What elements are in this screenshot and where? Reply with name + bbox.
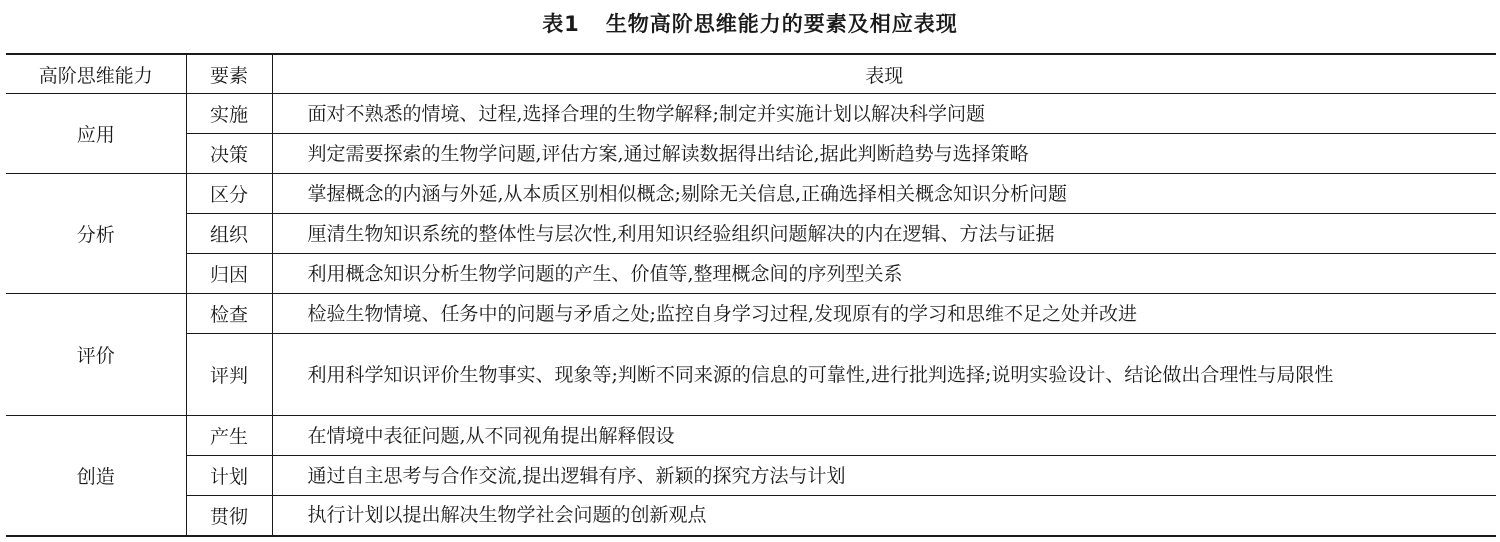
header-ability: 高阶思维能力 bbox=[6, 54, 186, 94]
description-cell: 执行计划以提出解决生物学社会问题的创新观点 bbox=[272, 496, 1496, 536]
description-cell: 掌握概念的内涵与外延,从本质区别相似概念;剔除无关信息,正确选择相关概念知识分析问题 bbox=[272, 174, 1496, 214]
table-row bbox=[6, 214, 1496, 254]
element-cell: 评判 bbox=[186, 334, 272, 416]
element-cell: 贯彻 bbox=[186, 496, 272, 536]
table-row bbox=[6, 134, 1496, 174]
table-title bbox=[0, 6, 1500, 42]
table-row bbox=[6, 334, 1496, 416]
element-cell: 归因 bbox=[186, 254, 272, 294]
header-performance: 表现 bbox=[272, 54, 1496, 94]
description-cell: 厘清生物知识系统的整体性与层次性,利用知识经验组织问题解决的内在逻辑、方法与证据 bbox=[272, 214, 1496, 254]
element-cell: 组织 bbox=[186, 214, 272, 254]
table-row bbox=[6, 174, 1496, 214]
description-cell: 通过自主思考与合作交流,提出逻辑有序、新颖的探究方法与计划 bbox=[272, 456, 1496, 496]
table-row bbox=[6, 254, 1496, 294]
description-cell: 利用概念知识分析生物学问题的产生、价值等,整理概念间的序列型关系 bbox=[272, 254, 1496, 294]
ability-cell: 应用 bbox=[6, 94, 186, 174]
element-cell: 计划 bbox=[186, 456, 272, 496]
description-cell: 面对不熟悉的情境、过程,选择合理的生物学解释;制定并实施计划以解决科学问题 bbox=[272, 94, 1496, 134]
element-cell: 区分 bbox=[186, 174, 272, 214]
ability-cell: 分析 bbox=[6, 174, 186, 294]
table-row bbox=[6, 294, 1496, 334]
ability-cell: 评价 bbox=[6, 294, 186, 416]
table-row bbox=[6, 496, 1496, 536]
header-row bbox=[6, 54, 1496, 94]
description-cell: 在情境中表征问题,从不同视角提出解释假设 bbox=[272, 416, 1496, 456]
table-row bbox=[6, 416, 1496, 456]
element-cell: 实施 bbox=[186, 94, 272, 134]
description-cell: 检验生物情境、任务中的问题与矛盾之处;监控自身学习过程,发现原有的学习和思维不足之处并改进 bbox=[272, 294, 1496, 334]
description-cell: 判定需要探索的生物学问题,评估方案,通过解读数据得出结论,据此判断趋势与选择策略 bbox=[272, 134, 1496, 174]
higher-order-thinking-table bbox=[6, 53, 1496, 537]
element-cell: 产生 bbox=[186, 416, 272, 456]
ability-cell: 创造 bbox=[6, 416, 186, 536]
element-cell: 检查 bbox=[186, 294, 272, 334]
table-row bbox=[6, 456, 1496, 496]
description-cell: 利用科学知识评价生物事实、现象等;判断不同来源的信息的可靠性,进行批判选择;说明实验设计、结论做出合理性与局限性 bbox=[272, 334, 1496, 416]
element-cell: 决策 bbox=[186, 134, 272, 174]
table-number: 表1 bbox=[542, 12, 580, 36]
table-row bbox=[6, 94, 1496, 134]
table-caption: 生物高阶思维能力的要素及相应表现 bbox=[605, 12, 958, 36]
header-element: 要素 bbox=[186, 54, 272, 94]
